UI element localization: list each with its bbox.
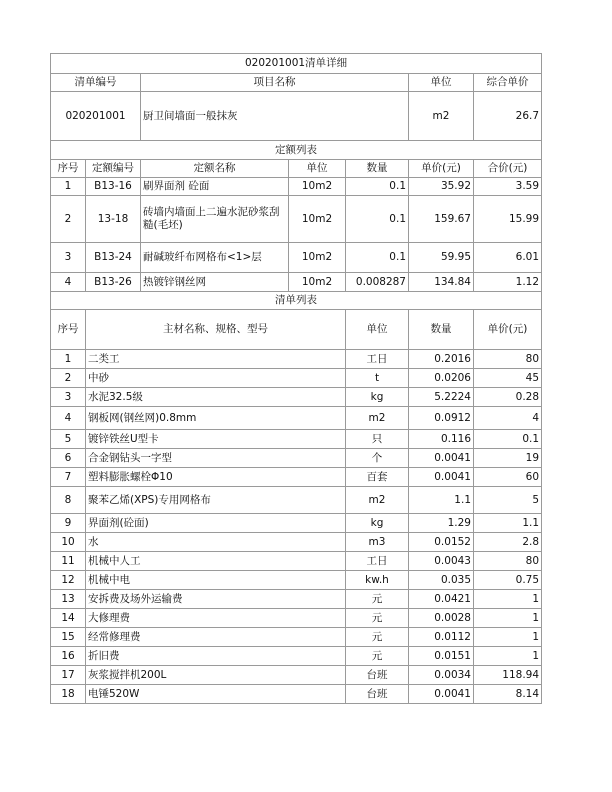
material-qty: 0.0041 [409, 685, 474, 704]
quota-total: 1.12 [474, 273, 542, 292]
quota-price: 134.84 [409, 273, 474, 292]
material-no: 8 [51, 487, 86, 514]
material-no: 17 [51, 666, 86, 685]
material-unit: 元 [346, 628, 409, 647]
header-code: 清单编号 [51, 74, 141, 92]
material-unit: m3 [346, 533, 409, 552]
material-no: 2 [51, 369, 86, 388]
material-unit: 元 [346, 647, 409, 666]
material-no: 6 [51, 449, 86, 468]
material-name: 灰浆搅拌机200L [86, 666, 346, 685]
material-qty: 0.0041 [409, 449, 474, 468]
item-name: 厨卫间墙面一般抹灰 [141, 92, 409, 141]
quota-qty: 0.1 [346, 178, 409, 196]
material-qty: 0.0112 [409, 628, 474, 647]
quota-qty: 0.008287 [346, 273, 409, 292]
material-row [51, 369, 542, 388]
material-name: 钢板网(钢丝网)0.8mm [86, 407, 346, 430]
quota-code: B13-16 [86, 178, 141, 196]
material-name: 经常修理费 [86, 628, 346, 647]
quota-price: 159.67 [409, 196, 474, 243]
material-name: 水 [86, 533, 346, 552]
material-price: 5 [474, 487, 542, 514]
material-price: 0.28 [474, 388, 542, 407]
material-unit: m2 [346, 407, 409, 430]
material-row [51, 350, 542, 369]
material-price: 118.94 [474, 666, 542, 685]
material-no: 13 [51, 590, 86, 609]
quota-row [51, 273, 542, 292]
material-row [51, 388, 542, 407]
material-row [51, 430, 542, 449]
material-price: 80 [474, 552, 542, 571]
quota-unit: 10m2 [289, 243, 346, 273]
quota-header-total: 合价(元) [474, 160, 542, 178]
material-qty: 0.2016 [409, 350, 474, 369]
material-qty: 0.035 [409, 571, 474, 590]
quota-header-code: 定额编号 [86, 160, 141, 178]
material-name: 大修理费 [86, 609, 346, 628]
material-header-no: 序号 [51, 310, 86, 350]
quota-code: 13-18 [86, 196, 141, 243]
material-row [51, 533, 542, 552]
header-price: 综合单价 [474, 74, 542, 92]
material-unit: 个 [346, 449, 409, 468]
material-row [51, 628, 542, 647]
material-row [51, 571, 542, 590]
material-qty: 1.1 [409, 487, 474, 514]
page-title: 020201001清单详细 [51, 54, 542, 74]
material-section-title: 清单列表 [51, 292, 542, 310]
quota-row [51, 178, 542, 196]
material-price: 1 [474, 628, 542, 647]
material-row [51, 666, 542, 685]
material-name: 聚苯乙烯(XPS)专用网格布 [86, 487, 346, 514]
material-unit: 只 [346, 430, 409, 449]
material-qty: 0.0028 [409, 609, 474, 628]
quota-qty: 0.1 [346, 243, 409, 273]
material-qty: 0.0151 [409, 647, 474, 666]
quota-total: 3.59 [474, 178, 542, 196]
quota-header-price: 单价(元) [409, 160, 474, 178]
material-no: 9 [51, 514, 86, 533]
quota-section-title: 定额列表 [51, 141, 542, 160]
quota-no: 4 [51, 273, 86, 292]
material-no: 4 [51, 407, 86, 430]
quota-qty: 0.1 [346, 196, 409, 243]
quota-code: B13-24 [86, 243, 141, 273]
item-unit: m2 [409, 92, 474, 141]
material-unit: t [346, 369, 409, 388]
quota-price: 35.92 [409, 178, 474, 196]
material-name: 机械中人工 [86, 552, 346, 571]
material-name: 水泥32.5级 [86, 388, 346, 407]
material-row [51, 487, 542, 514]
quota-name: 砖墙内墙面上二遍水泥砂浆刮糙(毛坯) [141, 196, 289, 243]
material-no: 15 [51, 628, 86, 647]
material-qty: 0.0034 [409, 666, 474, 685]
quota-row [51, 196, 542, 243]
material-header-price: 单价(元) [474, 310, 542, 350]
material-unit: 元 [346, 590, 409, 609]
material-name: 镀锌铁丝U型卡 [86, 430, 346, 449]
material-qty: 0.0041 [409, 468, 474, 487]
material-unit: kg [346, 514, 409, 533]
material-unit: 台班 [346, 666, 409, 685]
quota-name: 刷界面剂 砼面 [141, 178, 289, 196]
quota-unit: 10m2 [289, 178, 346, 196]
material-unit: m2 [346, 487, 409, 514]
material-row [51, 468, 542, 487]
material-no: 10 [51, 533, 86, 552]
material-price: 1 [474, 647, 542, 666]
material-name: 折旧费 [86, 647, 346, 666]
material-header-name: 主材名称、规格、型号 [86, 310, 346, 350]
material-row [51, 552, 542, 571]
material-no: 3 [51, 388, 86, 407]
material-no: 5 [51, 430, 86, 449]
quota-header-qty: 数量 [346, 160, 409, 178]
material-no: 14 [51, 609, 86, 628]
material-no: 11 [51, 552, 86, 571]
quota-name: 耐碱玻纤布网格布<1>层 [141, 243, 289, 273]
material-qty: 0.0043 [409, 552, 474, 571]
quota-no: 2 [51, 196, 86, 243]
material-name: 塑料膨胀螺栓Φ10 [86, 468, 346, 487]
material-name: 界面剂(砼面) [86, 514, 346, 533]
material-unit: 元 [346, 609, 409, 628]
material-qty: 5.2224 [409, 388, 474, 407]
material-unit: kg [346, 388, 409, 407]
material-name: 二类工 [86, 350, 346, 369]
quota-header-no: 序号 [51, 160, 86, 178]
material-qty: 0.0152 [409, 533, 474, 552]
quota-total: 15.99 [474, 196, 542, 243]
material-price: 19 [474, 449, 542, 468]
material-name: 电锤520W [86, 685, 346, 704]
quota-code: B13-26 [86, 273, 141, 292]
material-qty: 0.116 [409, 430, 474, 449]
material-price: 2.8 [474, 533, 542, 552]
material-name: 合金钢钻头一字型 [86, 449, 346, 468]
material-unit: 工日 [346, 350, 409, 369]
material-price: 80 [474, 350, 542, 369]
material-qty: 0.0206 [409, 369, 474, 388]
header-name: 项目名称 [141, 74, 409, 92]
material-no: 12 [51, 571, 86, 590]
material-qty: 0.0421 [409, 590, 474, 609]
material-row [51, 514, 542, 533]
item-price: 26.7 [474, 92, 542, 141]
material-price: 1 [474, 590, 542, 609]
quota-header-unit: 单位 [289, 160, 346, 178]
material-unit: 台班 [346, 685, 409, 704]
quota-name: 热镀锌钢丝网 [141, 273, 289, 292]
material-no: 7 [51, 468, 86, 487]
quota-header-name: 定额名称 [141, 160, 289, 178]
material-row [51, 590, 542, 609]
quota-row [51, 243, 542, 273]
material-price: 8.14 [474, 685, 542, 704]
material-qty: 0.0912 [409, 407, 474, 430]
material-header-unit: 单位 [346, 310, 409, 350]
quota-unit: 10m2 [289, 196, 346, 243]
material-price: 4 [474, 407, 542, 430]
material-row [51, 609, 542, 628]
material-no: 18 [51, 685, 86, 704]
bill-detail-table [50, 53, 542, 704]
quota-unit: 10m2 [289, 273, 346, 292]
material-header-qty: 数量 [409, 310, 474, 350]
material-unit: 工日 [346, 552, 409, 571]
item-code: 020201001 [51, 92, 141, 141]
material-price: 0.1 [474, 430, 542, 449]
material-price: 1 [474, 609, 542, 628]
material-unit: kw.h [346, 571, 409, 590]
material-name: 安拆费及场外运输费 [86, 590, 346, 609]
quota-total: 6.01 [474, 243, 542, 273]
quota-no: 3 [51, 243, 86, 273]
material-price: 1.1 [474, 514, 542, 533]
material-row [51, 407, 542, 430]
material-unit: 百套 [346, 468, 409, 487]
material-qty: 1.29 [409, 514, 474, 533]
material-no: 1 [51, 350, 86, 369]
material-row [51, 685, 542, 704]
material-row [51, 449, 542, 468]
material-name: 中砂 [86, 369, 346, 388]
material-price: 60 [474, 468, 542, 487]
material-no: 16 [51, 647, 86, 666]
header-unit: 单位 [409, 74, 474, 92]
material-price: 0.75 [474, 571, 542, 590]
material-price: 45 [474, 369, 542, 388]
material-name: 机械中电 [86, 571, 346, 590]
material-row [51, 647, 542, 666]
quota-price: 59.95 [409, 243, 474, 273]
quota-no: 1 [51, 178, 86, 196]
